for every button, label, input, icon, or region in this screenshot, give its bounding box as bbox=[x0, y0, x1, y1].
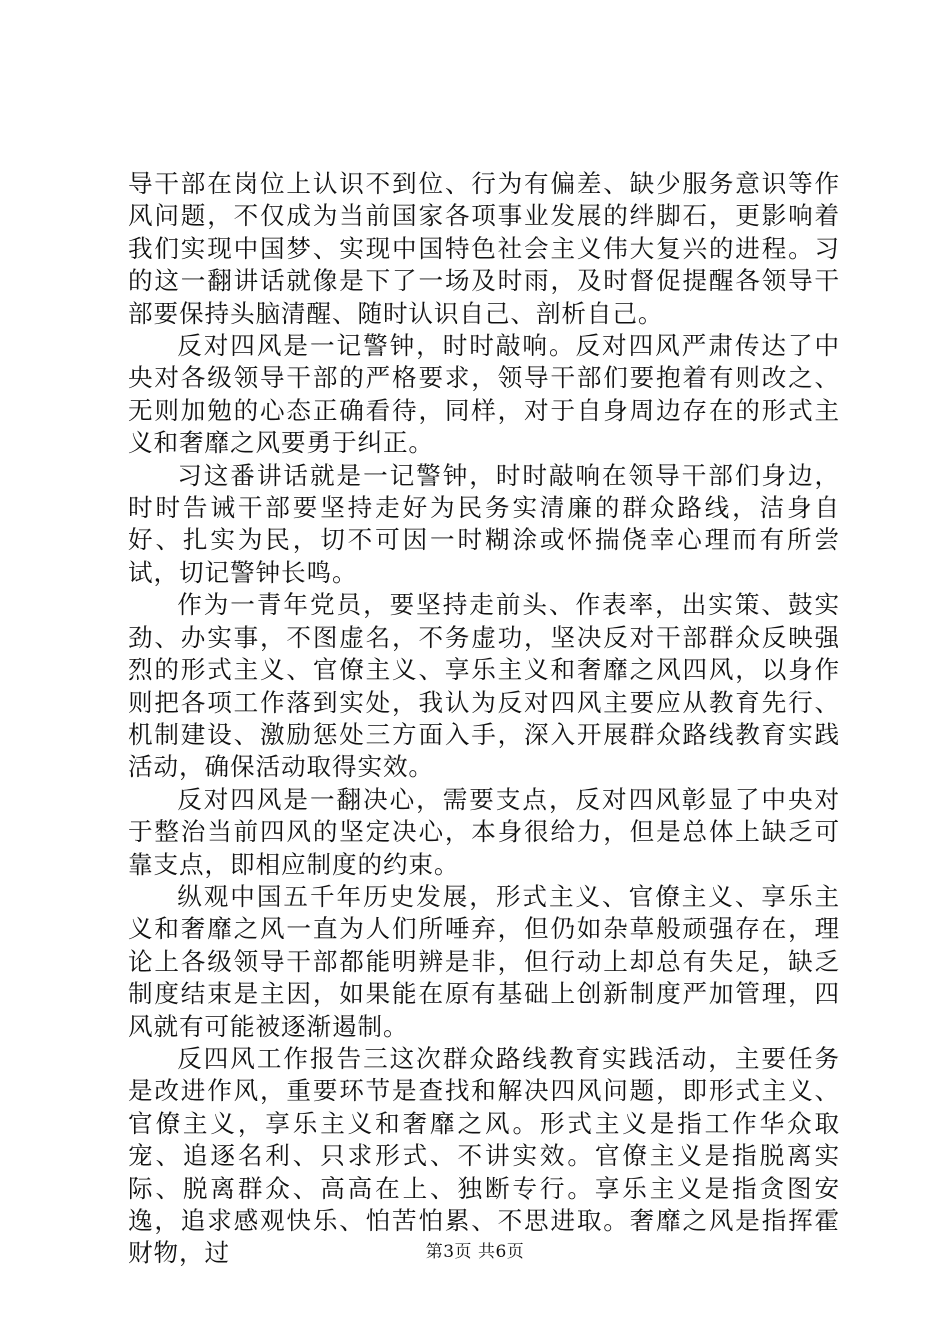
paragraph: 习这番讲话就是一记警钟，时时敲响在领导干部们身边，时时告诫干部要坚持走好为民务实清廉的群众路线，洁身自好、扎实为民，切不可因一时糊涂或怀揣侥幸心理而有所尝试，切记警钟长鸣。 bbox=[128, 460, 840, 587]
paragraph: 作为一青年党员，要坚持走前头、作表率，出实策、鼓实劲、办实事，不图虚名，不务虚功，坚决反对干部群众反映强烈的形式主义、官僚主义、享乐主义和奢靡之风四风，以身作则把各项工作落到实处，我认为反对四风主要应从教育先行、机制建设、激励惩处三方面入手，深入开展群众路线教育实践活动，确保活动取得实效。 bbox=[128, 590, 840, 782]
paragraph: 纵观中国五千年历史发展，形式主义、官僚主义、享乐主义和奢靡之风一直为人们所唾弃，但仍如杂草般顽强存在，理论上各级领导干部都能明辨是非，但行动上却总有失足，缺乏制度结束是主因，如果能在原有基础上创新制度严加管理，四风就有可能被逐渐遏制。 bbox=[128, 881, 840, 1041]
paragraph: 反对四风是一翻决心，需要支点，反对四风彰显了中央对于整治当前四风的坚定决心，本身很给力，但是总体上缺乏可靠支点，即相应制度的约束。 bbox=[128, 784, 840, 879]
paragraph: 反对四风是一记警钟，时时敲响。反对四风严肃传达了中央对各级领导干部的严格要求，领导干部们要抱着有则改之、无则加勉的心态正确看待，同样，对于自身周边存在的形式主义和奢靡之风要勇于纠正。 bbox=[128, 331, 840, 458]
page-number-footer: 第3页 共6页 bbox=[425, 1242, 525, 1262]
paragraph: 反四风工作报告三这次群众路线教育实践活动，主要任务是改进作风，重要环节是查找和解决四风问题，即形式主义、官僚主义，享乐主义和奢靡之风。形式主义是指工作华众取宠、追逐名利、只求形式、不讲实效。官僚主义是指脱离实际、脱离群众、高高在上、独断专行。享乐主义是指贪图安逸，追求感观快乐、怕苦怕累、不思进取。奢靡之风是指挥霍财物，过 bbox=[128, 1043, 840, 1268]
document-body bbox=[128, 168, 840, 1270]
paragraph-continued: 导干部在岗位上认识不到位、行为有偏差、缺少服务意识等作风问题，不仅成为当前国家各项事业发展的绊脚石，更影响着我们实现中国梦、实现中国特色社会主义伟大复兴的进程。习的这一翻讲话就像是下了一场及时雨，及时督促提醒各领导干部要保持头脑清醒、随时认识自己、剖析自己。 bbox=[128, 169, 840, 328]
